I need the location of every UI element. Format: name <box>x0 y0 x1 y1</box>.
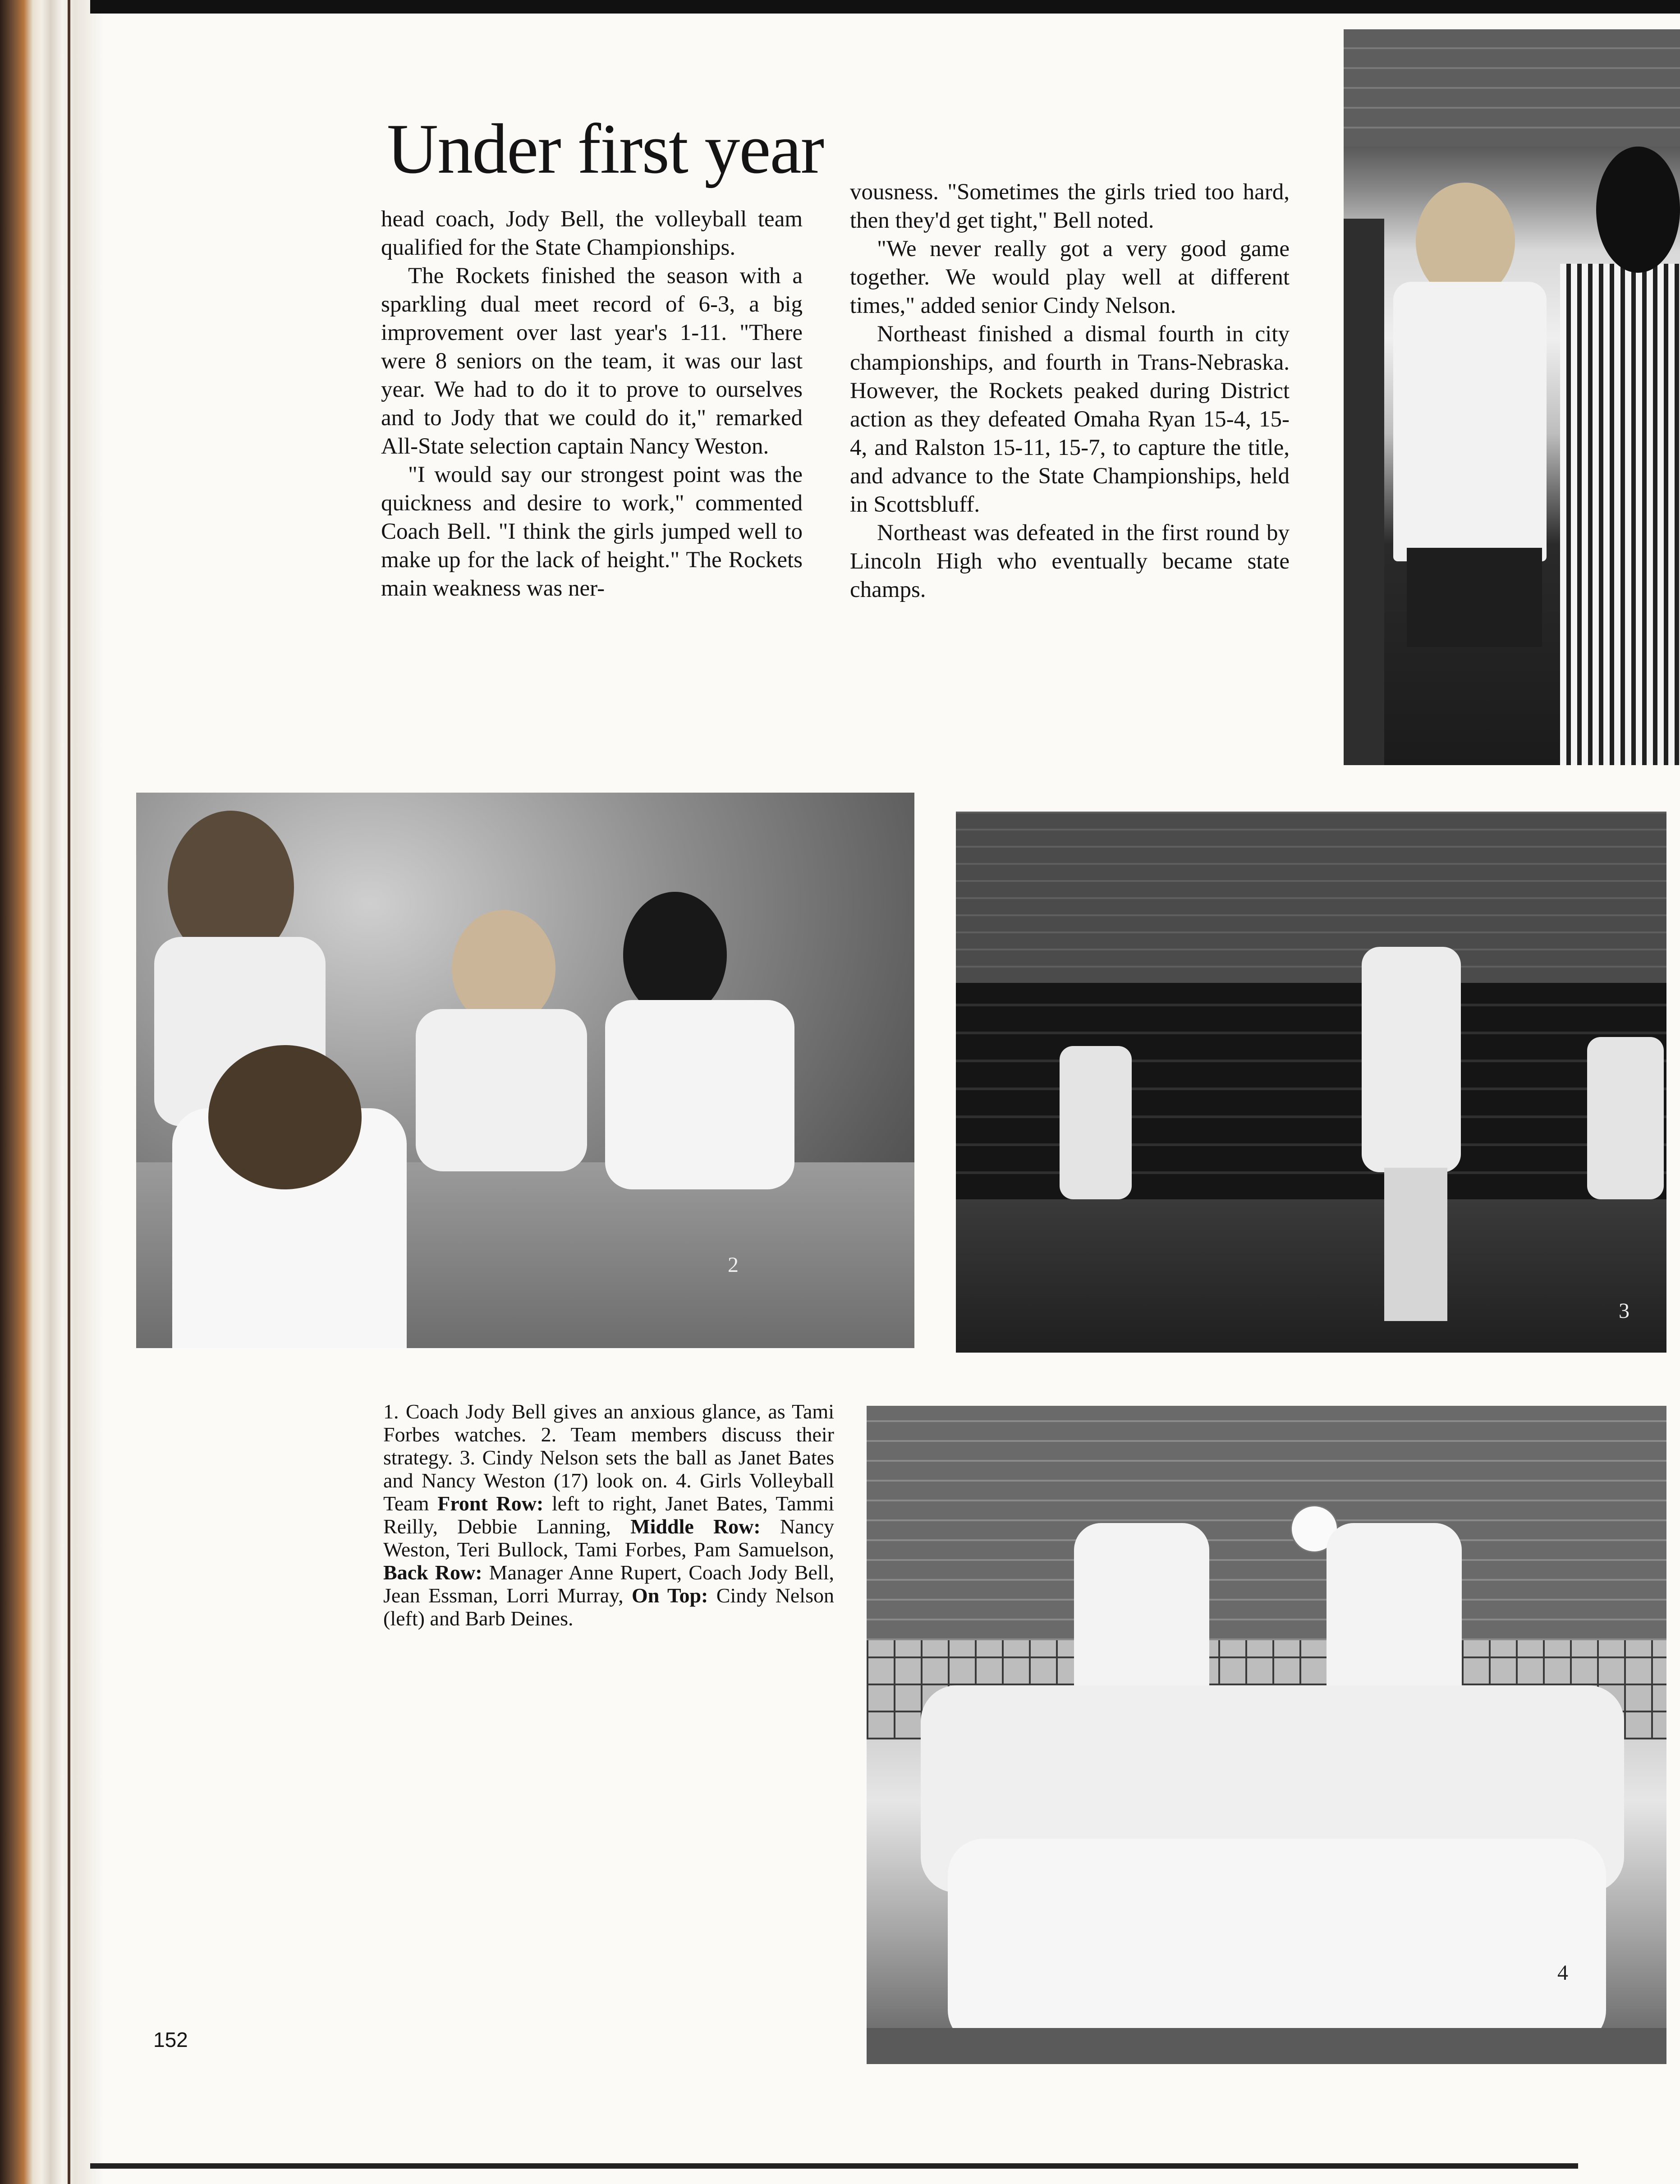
player-hair <box>208 1045 362 1189</box>
setter-player <box>1362 947 1461 1172</box>
caption-text: left to right, Janet Bates, Tammi Reilly, Debbie Lanning, <box>383 1492 835 1538</box>
gym-floor <box>867 2028 1666 2064</box>
caption-text: Cindy Nelson (left) and Barb Deines. <box>383 1584 834 1630</box>
player <box>1587 1037 1664 1199</box>
setter-legs <box>1384 1168 1447 1321</box>
paragraph: vousness. "Sometimes the girls tried too hard, then they'd get tight," Bell noted. <box>850 179 1290 233</box>
photo-team-huddle <box>136 793 914 1348</box>
paragraph: "I would say our strongest point was the quickness and desire to work," commented Coach Bell. "I think the girls jumped well to make up for the lack of height." The Rockets main weakness was ner- <box>381 462 803 601</box>
photo-team-group <box>867 1406 1666 2064</box>
caption-label-back-row: Back Row: <box>383 1561 482 1584</box>
page-number: 152 <box>153 2028 188 2051</box>
caption-text: 1. Coach Jody Bell gives an anxious glance, as Tami Forbes watches. 2. Team members discuss their strategy. 3. Cindy Nelson sets the ball as Janet Bates and Nancy Weston (17) look on. 4. Girls Volleyball Team <box>383 1400 834 1515</box>
player-jersey <box>416 1009 587 1171</box>
striped-shirt <box>1560 264 1680 765</box>
photo-game-action <box>956 812 1666 1353</box>
paragraph: Northeast was defeated in the first round by Lincoln High who eventually became state champs. <box>850 520 1290 602</box>
paragraph: The Rockets finished the season with a sparkling dual meet record of 6-3, a big improvement over last year's 1-11. "There were 8 seniors on the team, it was our last year. We had to do it to prove to ourselves and to Jody that we could do it," remarked All-State selection captain Nancy Weston. <box>381 263 803 459</box>
paragraph: Northeast finished a dismal fourth in city championships, and fourth in Trans-Nebraska. However, the Rockets peaked during District action as they defeated Omaha Ryan 15-4, 15-4, and Ralston 15-11, 15-7, to capture the title, and advance to the State Championships, held in Scottsbluff. <box>850 321 1290 517</box>
caption-text: Nancy Weston, Teri Bullock, Tami Forbes, Pam Samuelson, <box>383 1515 834 1561</box>
paragraph: head coach, Jody Bell, the volleyball team qualified for the State Championships. <box>381 206 803 260</box>
front-row-players <box>948 1839 1606 2046</box>
brick-wall <box>867 1406 1666 1658</box>
player-head <box>623 892 727 1018</box>
brick-wall <box>1344 29 1680 147</box>
article-column-1 <box>381 205 803 603</box>
photo-caption <box>383 1400 834 1630</box>
photo-number: 2 <box>728 1253 739 1277</box>
caption-label-front-row: Front Row: <box>437 1492 544 1515</box>
coach-hair <box>1596 147 1680 273</box>
photo-number: 4 <box>1557 1961 1568 1985</box>
photo-number: 3 <box>1619 1299 1630 1323</box>
player <box>1060 1046 1132 1199</box>
paragraph: "We never really got a very good game together. We would play well at different times," added senior Cindy Nelson. <box>850 236 1290 318</box>
brick-wall <box>956 812 1666 983</box>
caption-label-on-top: On Top: <box>632 1584 708 1607</box>
bottom-border <box>90 2163 1578 2169</box>
caption-label-middle-row: Middle Row: <box>630 1515 761 1538</box>
player-jersey <box>605 1000 794 1189</box>
player-jersey <box>1393 282 1547 561</box>
book-binding-edge <box>0 0 149 2184</box>
caption-text: Manager Anne Rupert, Coach Jody Bell, Jean Essman, Lorri Murray, <box>383 1561 834 1607</box>
crowd-edge <box>1344 219 1384 765</box>
player-shorts <box>1407 548 1542 647</box>
gym-floor <box>956 1199 1666 1353</box>
photo-coach-bell <box>1344 29 1680 765</box>
page-title: Under first year <box>387 110 824 188</box>
top-border <box>90 0 1680 14</box>
article-column-2 <box>850 178 1290 604</box>
